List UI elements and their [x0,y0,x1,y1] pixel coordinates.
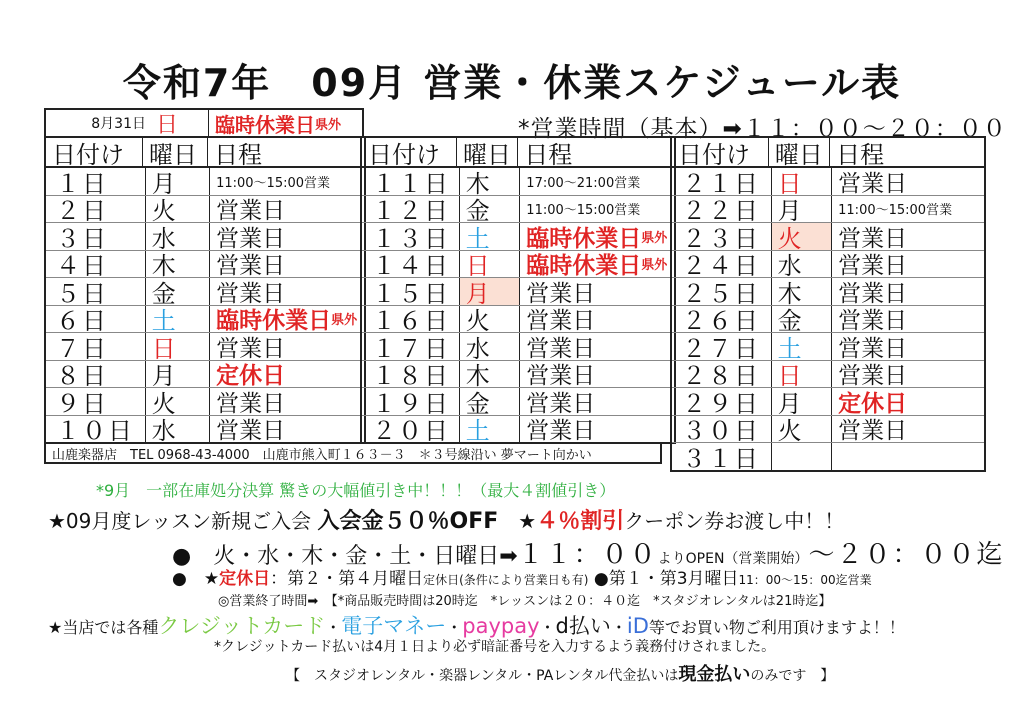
row-weekday: 月 [146,361,210,388]
prev-status: 臨時休業日 県外 [208,110,362,136]
row-weekday: 木 [146,251,210,278]
row-date: １３日 [362,223,460,250]
schedule-row [46,306,364,334]
row-schedule: 営業日 [838,335,908,360]
row-date: ２３日 [672,223,772,250]
row-schedule: 営業日 [216,418,286,442]
schedule-row [362,223,674,251]
row-weekday: 木 [772,278,833,305]
row-weekday: 日 [460,251,521,278]
schedule-row [672,251,984,279]
schedule-row [362,278,674,306]
row-schedule: 営業日 [216,225,286,250]
row-schedule: 11:00〜15:00営業 [216,175,331,191]
schedule-row [362,168,674,196]
schedule-row [672,168,984,196]
row-schedule: 臨時休業日 県外 [526,225,668,250]
schedule-grid-1 [44,136,366,444]
row-date: １１日 [362,168,460,195]
row-date: １４日 [362,251,460,278]
schedule-row [46,416,364,443]
row-weekday: 月 [146,168,210,195]
schedule-row [672,223,984,251]
row-date: ６日 [46,306,146,333]
row-weekday: 金 [460,388,521,415]
schedule-row [46,388,364,416]
schedule-row [672,416,984,444]
row-weekday: 日 [772,361,833,388]
row-date: １日 [46,168,146,195]
row-weekday: 木 [460,361,521,388]
row-schedule: 17:00〜21:00営業 [526,175,641,191]
schedule-row [46,168,364,196]
row-schedule: 営業日 [216,198,286,222]
row-schedule: 11:00〜15:00営業 [526,203,641,219]
row-schedule: 営業日 [838,363,908,387]
header-weekday: 曜日 [769,138,830,166]
row-date: １８日 [362,361,460,388]
header-date: 日付け [672,138,769,166]
row-date: ７日 [46,333,146,360]
row-schedule: 営業日 [526,308,596,332]
cash-note: 【 スタジオレンタル・楽器レンタル・PAレンタル代金払いは現金払いのみです 】 [286,664,835,685]
open-hours-note: ● 火・水・木・金・土・日曜日➡１１：００よりOPEN（営業開始）〜２０：００迄 [172,540,1005,570]
row-schedule [832,443,984,470]
holiday-note: ● ★定休日：第２・第４月曜日定休日(条件により営業日も有) ●第１・第3月曜日11：00〜15：00迄営業 [172,569,872,589]
row-weekday: 土 [460,223,521,250]
row-schedule: 営業日 [838,253,908,277]
schedule-row [46,196,364,224]
row-weekday: 月 [772,388,833,415]
row-schedule: 営業日 [526,418,596,442]
row-weekday: 水 [460,333,521,360]
row-weekday: 金 [146,278,210,305]
schedule-row [672,443,984,470]
row-date: ８日 [46,361,146,388]
schedule-row [362,333,674,361]
row-weekday: 月 [460,278,521,305]
prev-date: 8月31日 [91,116,146,132]
previous-day-row [44,108,364,136]
row-schedule: 定休日 [838,390,908,415]
row-date: １２日 [362,196,460,223]
payment-note: ★当店では各種クレジットカード・電子マネー・paypay・d払い・iD等でお買い物ご利用頂けますよ！！ [48,614,905,638]
row-date: ５日 [46,278,146,305]
row-date: ２６日 [672,306,772,333]
row-weekday: 土 [772,333,833,360]
row-schedule: 臨時休業日 県外 [526,253,668,277]
row-schedule: 営業日 [216,280,286,305]
schedule-row [362,196,674,224]
credit-card-note: *クレジットカード払いは4月１日より必ず暗証番号を入力するよう義務付けされました。 [214,639,776,655]
row-weekday [772,443,833,470]
row-date: ３０日 [672,416,772,443]
row-schedule: 営業日 [216,253,286,277]
lesson-note: ★09月度レッスン新規ご入会 入会金５０％OFF ★４％割引クーポン券お渡し中！！ [48,509,845,534]
header-schedule: 日程 [214,140,263,166]
row-weekday: 木 [460,168,521,195]
row-weekday: 水 [146,223,210,250]
business-hours: *営業時間（基本）➡１１：００〜２０：００ [518,116,1007,142]
row-date: ２日 [46,196,146,223]
row-date: ２２日 [672,196,772,223]
closing-time-note: ◎営業終了時間➡ 【*商品販売時間は20時迄 *レッスンは２０：４０迄 *スタジオレンタルは21時迄】 [218,594,832,609]
row-weekday: 火 [460,306,521,333]
row-weekday: 火 [146,196,210,223]
schedule-row [672,306,984,334]
row-date: １５日 [362,278,460,305]
row-weekday: 金 [772,306,833,333]
row-schedule: 営業日 [216,390,286,415]
row-schedule: 営業日 [838,225,908,250]
store-info: 山鹿楽器店 TEL 0968-43-4000 山鹿市熊入町１６３－３ ＊３号線沿い 夢マート向かい [44,442,662,464]
row-schedule: 営業日 [838,418,908,442]
schedule-row [362,251,674,279]
schedule-row [362,416,674,443]
header-date: 日付け [46,138,143,166]
schedule-row [362,361,674,389]
header-weekday: 曜日 [143,138,208,166]
schedule-row [46,251,364,279]
header-weekday: 曜日 [457,138,518,166]
row-schedule: 営業日 [526,335,596,360]
row-date: ３１日 [672,443,772,470]
row-date: ２９日 [672,388,772,415]
row-date: ３日 [46,223,146,250]
row-schedule: 11:00〜15:00営業 [838,203,953,219]
row-schedule: 営業日 [526,363,596,387]
schedule-grid-2 [360,136,676,444]
schedule-grid-3 [670,136,986,472]
schedule-row [672,361,984,389]
row-weekday: 土 [146,306,210,333]
row-date: ２１日 [672,168,772,195]
row-date: １０日 [46,416,146,443]
schedule-row [362,388,674,416]
schedule-row [672,278,984,306]
row-weekday: 金 [460,196,521,223]
prev-weekday: 日 [156,112,179,138]
row-weekday: 土 [460,416,521,443]
row-schedule: 営業日 [526,390,596,415]
row-weekday: 日 [772,168,833,195]
row-schedule: 営業日 [526,280,596,305]
row-weekday: 火 [772,416,833,443]
schedule-row [46,278,364,306]
row-date: １６日 [362,306,460,333]
schedule-row [362,306,674,334]
row-weekday: 水 [772,251,833,278]
page-title: 令和7年 09月 営業・休業スケジュール表 [122,61,902,105]
row-schedule: 営業日 [838,280,908,305]
sale-note: *9月 一部在庫処分決算 驚きの大幅値引き中！！！（最大４割値引き） [96,481,616,500]
schedule-row [672,388,984,416]
row-date: ２０日 [362,416,460,443]
schedule-row [672,333,984,361]
row-date: ２４日 [672,251,772,278]
row-weekday: 水 [146,416,210,443]
header-schedule: 日程 [524,140,573,166]
header-schedule: 日程 [836,140,885,166]
row-weekday: 日 [146,333,210,360]
schedule-row [46,333,364,361]
row-date: １７日 [362,333,460,360]
schedule-row [46,223,364,251]
header-date: 日付け [362,138,457,166]
schedule-row [46,361,364,389]
row-schedule: 営業日 [216,335,286,360]
row-date: ２７日 [672,333,772,360]
row-date: ９日 [46,388,146,415]
row-weekday: 火 [772,223,833,250]
row-date: ２８日 [672,361,772,388]
row-schedule: 営業日 [838,308,908,332]
row-weekday: 月 [772,196,833,223]
row-date: ２５日 [672,278,772,305]
row-weekday: 火 [146,388,210,415]
schedule-row [672,196,984,224]
row-schedule: 定休日 [216,363,286,387]
row-schedule: 臨時休業日 県外 [216,308,358,332]
row-date: ４日 [46,251,146,278]
row-schedule: 営業日 [838,170,908,195]
row-date: １９日 [362,388,460,415]
